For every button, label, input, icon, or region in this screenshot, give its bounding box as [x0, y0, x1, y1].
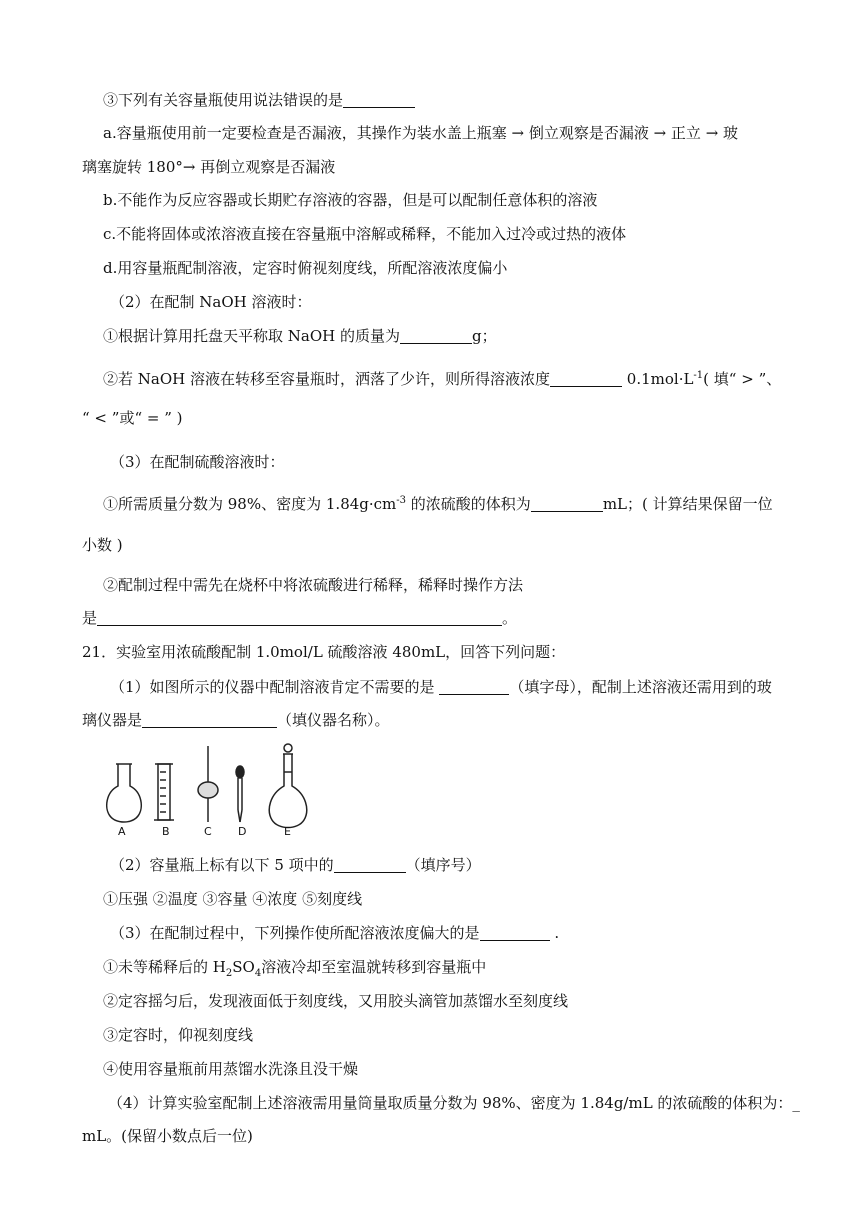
- q21-part2: （2）容量瓶上标有以下 5 项中的 （填序号）: [110, 856, 481, 874]
- answer-blank[interactable]: [439, 678, 509, 695]
- pipette: [198, 746, 218, 822]
- answer-blank[interactable]: [142, 711, 277, 728]
- q20-option-d: d.用容量瓶配制溶液，定容时俯视刻度线，所配溶液浓度偏小: [103, 259, 508, 277]
- q21-part3-item2: ②定容摇匀后，发现液面低于刻度线，又用胶头滴管加蒸馏水至刻度线: [103, 992, 569, 1010]
- label-a: A: [118, 825, 126, 838]
- q21-part1-line2: 璃仪器是 （填仪器名称）。: [82, 711, 390, 729]
- q21-part4: （4）计算实验室配制上述溶液需用量筒量取质量分数为 98%、密度为 1.84g/mL 的浓硫酸的体积为：_: [108, 1094, 800, 1112]
- volumetric-flask: [269, 744, 306, 828]
- q20-part2-heading: （2）在配制 NaOH 溶液时：: [110, 293, 312, 311]
- label-b: B: [162, 825, 170, 838]
- q20-part2-item2-line2: “ < ”或“ = ” ): [82, 409, 183, 427]
- round-bottom-flask: [107, 764, 142, 822]
- label-c: C: [204, 825, 212, 838]
- q20-part3-item2-line2: 是 。: [82, 609, 518, 627]
- label-d: D: [238, 825, 247, 838]
- q20-part3-item2: ②配制过程中需先在烧杯中将浓硫酸进行稀释，稀释时操作方法: [103, 576, 524, 594]
- answer-blank[interactable]: [531, 495, 603, 512]
- q20-part2-item2: ②若 NaOH 溶液在转移至容量瓶时，洒落了少许，则所得溶液浓度 $0.1mol\cdot L^{-1}$( 填“ > ”、: [103, 370, 782, 388]
- q20-option-c: c.不能将固体或浓溶液直接在容量瓶中溶解或稀释，不能加入过冷或过热的液体: [103, 225, 627, 243]
- q20-part3-item1-line2: 小数 ): [82, 536, 123, 554]
- q21-part1: （1）如图所示的仪器中配制溶液肯定不需要的是 （填字母），配制上述溶液还需用到的玻: [110, 678, 772, 696]
- q21-part3: （3）在配制过程中，下列操作使所配溶液浓度偏大的是 .: [110, 924, 560, 942]
- answer-blank[interactable]: [334, 856, 406, 873]
- answer-blank[interactable]: [480, 924, 550, 941]
- q21-part3-item4: ④使用容量瓶前用蒸馏水洗涤且没干燥: [103, 1060, 359, 1078]
- graduated-cylinder: [154, 764, 174, 820]
- q21-stem: 21．实验室用浓硫酸配制 1.0mol/L 硫酸溶液 480mL，回答下列问题：: [82, 643, 566, 661]
- q20-part3-item1: ①所需质量分数为 98%、密度为 $1.84g\cdot cm^{-3}$ 的浓硫酸的体积为 mL；( 计算结果保留一位: [103, 495, 773, 513]
- q21-part3-item3: ③定容时，仰视刻度线: [103, 1026, 254, 1044]
- q20-part3-question: ③下列有关容量瓶使用说法错误的是: [103, 90, 415, 110]
- answer-blank[interactable]: [400, 327, 472, 344]
- q20-option-a-line1: a.容量瓶使用前一定要检查是否漏液，其操作为装水盖上瓶塞 → 倒立观察是否漏液 → 正立 → 玻: [103, 124, 739, 142]
- q20-option-b: b.不能作为反应容器或长期贮存溶液的容器，但是可以配制任意体积的溶液: [103, 191, 598, 209]
- q21-part4-line2: mL。(保留小数点后一位): [82, 1127, 253, 1145]
- label-e: E: [284, 825, 291, 838]
- answer-blank[interactable]: [550, 370, 622, 387]
- dropper: [236, 766, 244, 822]
- q20-part3-heading: （3）在配制硫酸溶液时：: [110, 453, 285, 471]
- q21-part3-item1: ①未等稀释后的 $H_2SO_4$溶液冷却至室温就转移到容量瓶中: [103, 958, 487, 979]
- answer-blank[interactable]: [97, 609, 502, 626]
- q20-option-a-line2: 璃塞旋转 180°→ 再倒立观察是否漏液: [82, 158, 336, 176]
- q21-part2-options: ①压强 ②温度 ③容量 ④浓度 ⑤刻度线: [103, 890, 363, 908]
- q20-part2-item1: ①根据计算用托盘天平称取 NaOH 的质量为 g；: [103, 327, 497, 345]
- answer-blank[interactable]: [343, 91, 415, 108]
